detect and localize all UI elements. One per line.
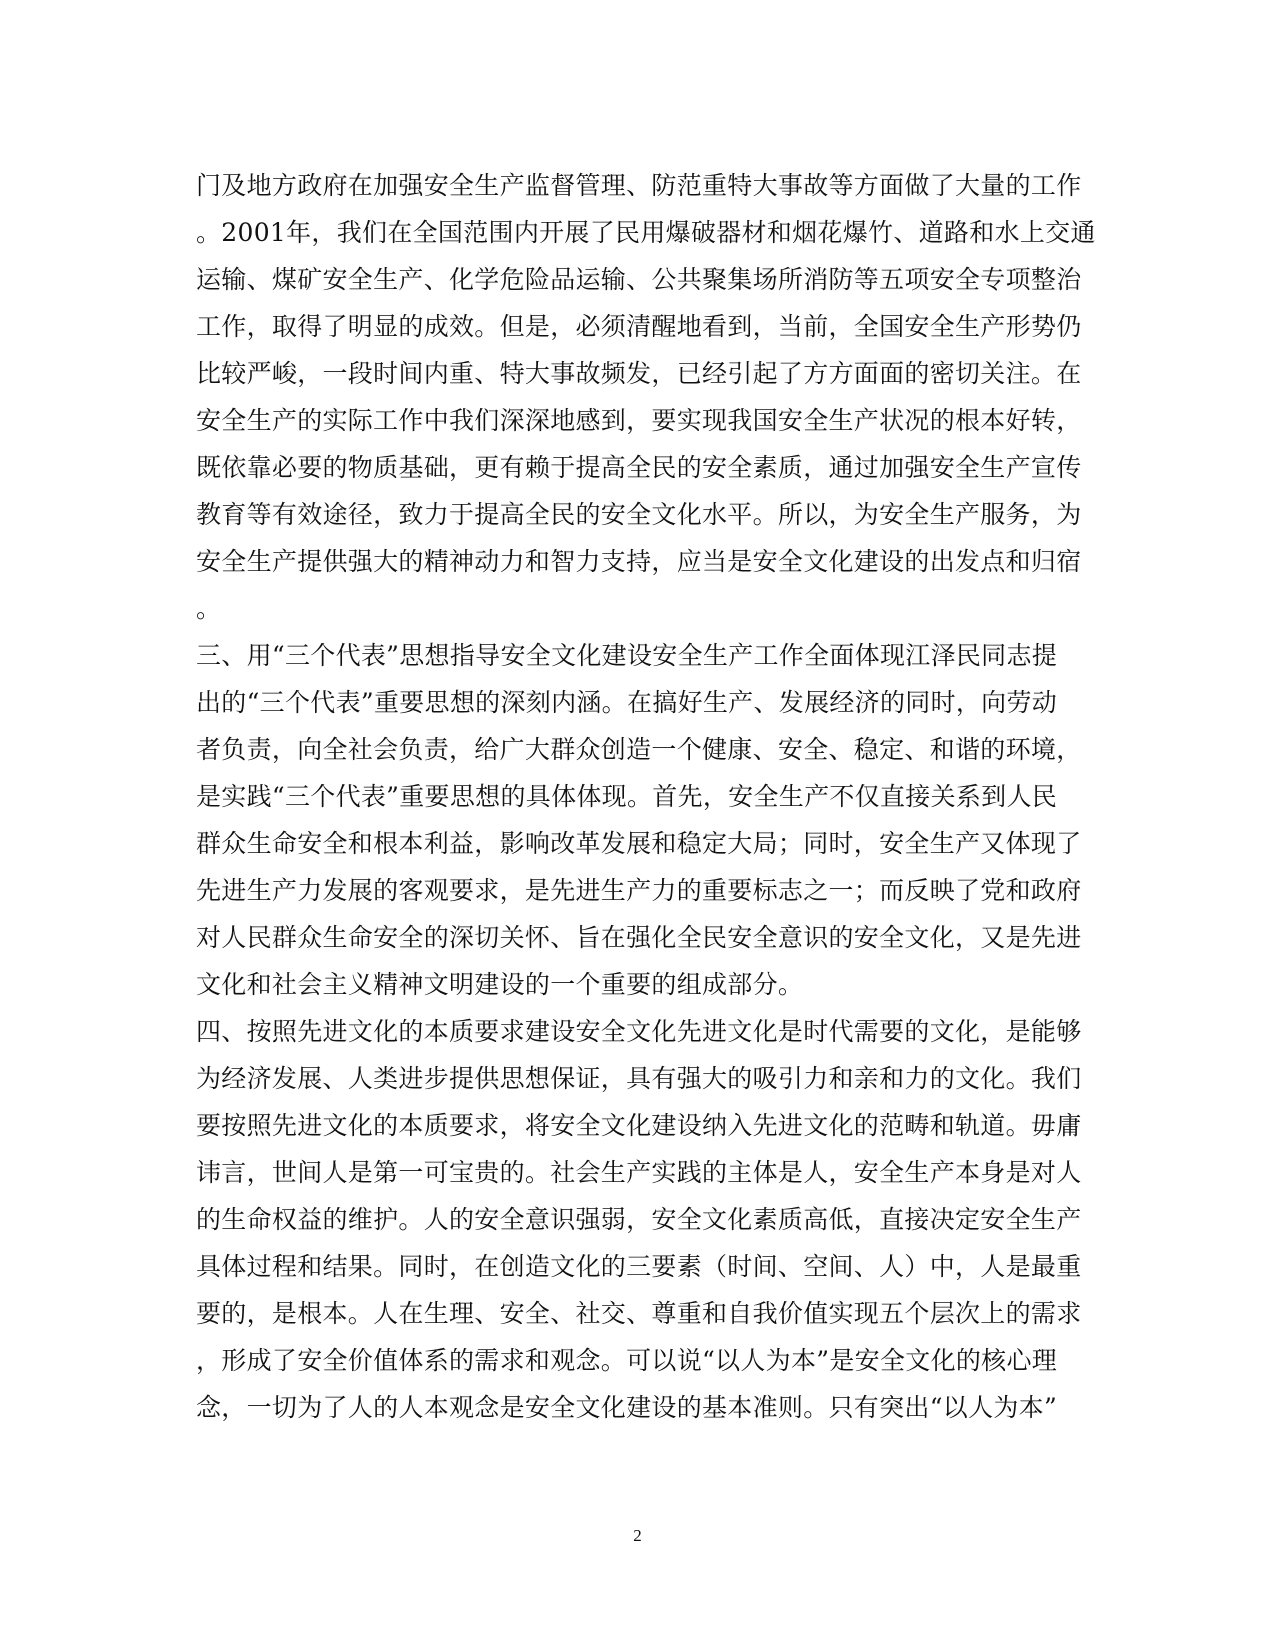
text-line: 出的“三个代表”重要思想的深刻内涵。在搞好生产、发展经济的同时，向劳动	[196, 688, 1058, 717]
text-line: 是实践“三个代表”重要思想的具体体现。首先，安全生产不仅直接关系到人民	[196, 782, 1058, 811]
text-line: 门及地方政府在加强安全生产监督管理、防范重特大事故等方面做了大量的工作	[196, 171, 1082, 200]
text-line: 为经济发展、人类进步提供思想保证，具有强大的吸引力和亲和力的文化。我们	[196, 1064, 1082, 1093]
text-line: 教育等有效途径，致力于提高全民的安全文化水平。所以，为安全生产服务，为	[196, 500, 1082, 529]
text-line: 。	[196, 594, 222, 623]
section-heading-4: 四、按照先进文化的本质要求建设安全文化先进文化是时代需要的文化，是能够	[196, 1017, 1082, 1046]
text-line: 比较严峻，一段时间内重、特大事故频发，已经引起了方方面面的密切关注。在	[196, 359, 1082, 388]
text-line: 对人民群众生命安全的深切关怀、旨在强化全民安全意识的安全文化，又是先进	[196, 923, 1082, 952]
text-line: 安全生产的实际工作中我们深深地感到，要实现我国安全生产状况的根本好转，	[196, 406, 1082, 435]
text-line: ，形成了安全价值体系的需求和观念。可以说“以人为本”是安全文化的核心理	[196, 1346, 1058, 1375]
text-line: 工作，取得了明显的成效。但是，必须清醒地看到，当前，全国安全生产形势仍	[196, 312, 1082, 341]
text-line: 既依靠必要的物质基础，更有赖于提高全民的安全素质，通过加强安全生产宣传	[196, 453, 1082, 482]
text-line: 群众生命安全和根本利益，影响改革发展和稳定大局；同时，安全生产又体现了	[196, 829, 1082, 858]
text-line: 安全生产提供强大的精神动力和智力支持，应当是安全文化建设的出发点和归宿	[196, 547, 1082, 576]
text-line: 先进生产力发展的客观要求，是先进生产力的重要标志之一；而反映了党和政府	[196, 876, 1082, 905]
text-line: 的生命权益的维护。人的安全意识强弱，安全文化素质高低，直接决定安全生产	[196, 1205, 1082, 1234]
text-line: 运输、煤矿安全生产、化学危险品运输、公共聚集场所消防等五项安全专项整治	[196, 265, 1082, 294]
text-line: 具体过程和结果。同时，在创造文化的三要素（时间、空间、人）中，人是最重	[196, 1252, 1082, 1281]
text-line: 讳言，世间人是第一可宝贵的。社会生产实践的主体是人，安全生产本身是对人	[196, 1158, 1082, 1187]
text-line: 者负责，向全社会负责，给广大群众创造一个健康、安全、稳定、和谐的环境，	[196, 735, 1082, 764]
document-body	[196, 162, 1096, 1431]
text-line: 。2001年，我们在全国范围内开展了民用爆破器材和烟花爆竹、道路和水上交通	[196, 218, 1096, 247]
page-number: 2	[633, 1526, 642, 1545]
text-line: 要按照先进文化的本质要求，将安全文化建设纳入先进文化的范畴和轨道。毋庸	[196, 1111, 1082, 1140]
text-line: 念，一切为了人的人本观念是安全文化建设的基本准则。只有突出“以人为本”	[196, 1393, 1058, 1422]
text-line: 要的，是根本。人在生理、安全、社交、尊重和自我价值实现五个层次上的需求	[196, 1299, 1082, 1328]
section-heading-3: 三、用“三个代表”思想指导安全文化建设安全生产工作全面体现江泽民同志提	[196, 641, 1058, 670]
text-line: 文化和社会主义精神文明建设的一个重要的组成部分。	[196, 970, 804, 999]
